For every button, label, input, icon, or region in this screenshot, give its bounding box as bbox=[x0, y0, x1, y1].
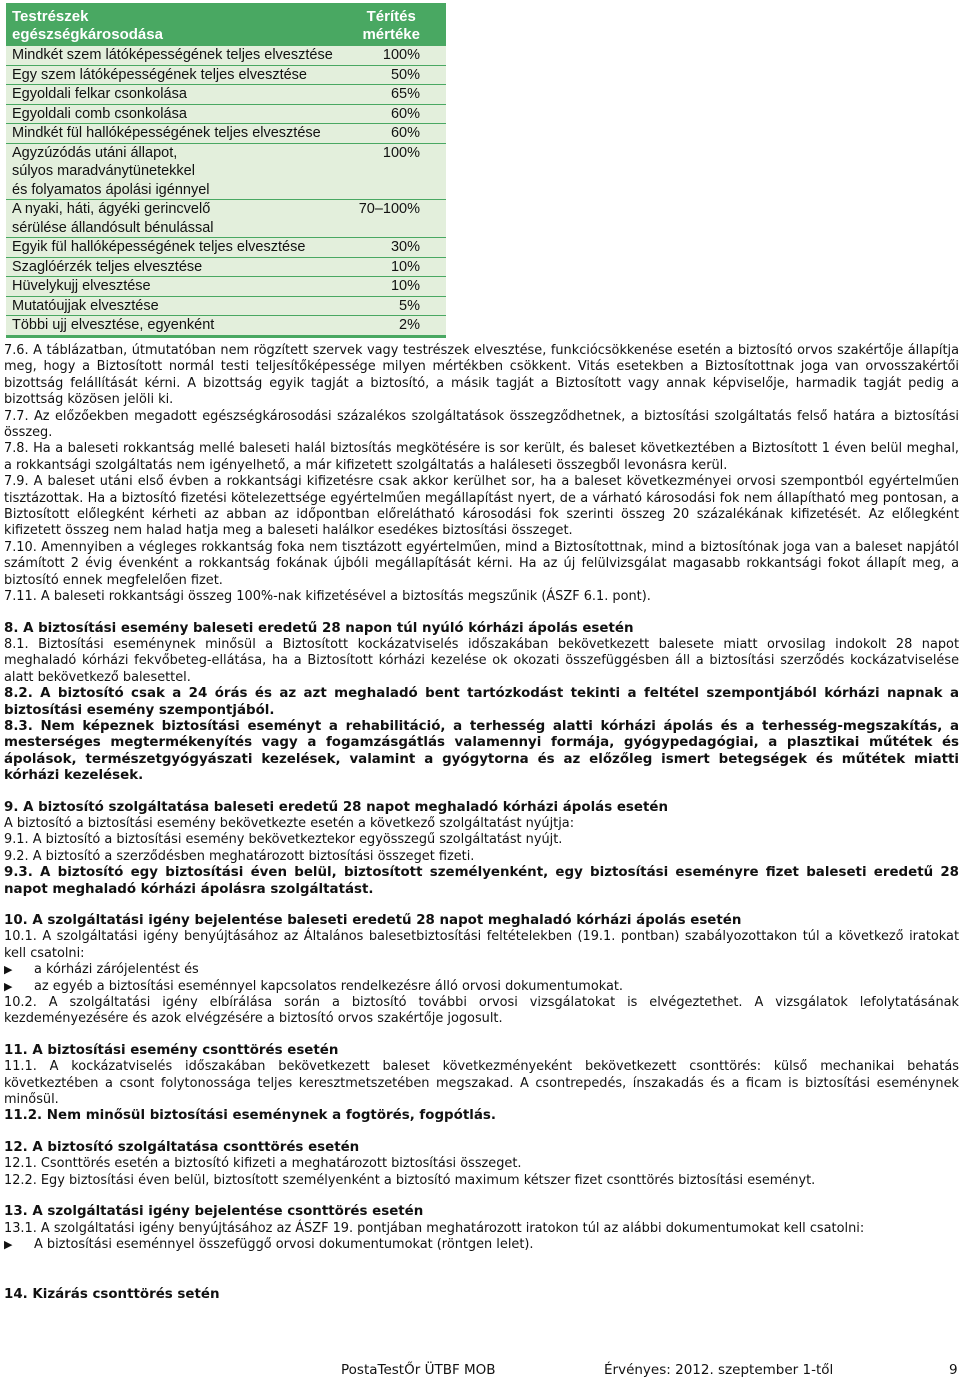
header-body-parts bbox=[12, 8, 163, 44]
row-label bbox=[6, 297, 446, 316]
table-row bbox=[6, 144, 446, 201]
section-heading-13: 13. A szolgáltatási igény bejelentése csonttörés esetén bbox=[4, 1204, 424, 1220]
bullet-text: A biztosítási eseménnyel összefüggő orvosi dokumentumokat (röntgen lelet). bbox=[34, 1236, 534, 1252]
bullet-item bbox=[4, 1237, 959, 1253]
paragraph-7-8: 7.8. Ha a baleseti rokkantság mellé baleseti halál biztosítás megkötésére is sor került, és baleset következtében a Biztosított 1 éven belül meghal, a rokkantsági szolgáltatás nem igényelhető, a már kifizetett szolgáltatás a haláleseti összegből levonásra kerül. bbox=[4, 441, 959, 473]
table-row bbox=[6, 297, 446, 317]
paragraph-7-7: 7.7. Az előzőekben megadott egészségkárosodási százalékos szolgáltatások összegződhetnek, a biztosítási szolgáltatás felső határa a biztosítási összeg. bbox=[4, 408, 959, 441]
paragraph-8-1: 8.1. Biztosítási eseménynek minősül a Biztosított kockázatviselés időszakában bekövetkezett balesete miatt orvosilag indokolt 28 napot meghaladó kórházi fekvőbeteg-ellátása, ha a Biztosított kórházi kezelése ok okozati összefüggésben áll a biztosítási szerződés kockázatviselése alatt bekövetkező balesettel. bbox=[4, 636, 959, 685]
table-row bbox=[6, 105, 446, 125]
row-label bbox=[6, 46, 446, 65]
table-body bbox=[6, 46, 446, 336]
row-label bbox=[6, 316, 446, 335]
paragraph-9-3: 9.3. A biztosító egy biztosítási éven belül, biztosított személyenként, egy biztosítási eseményre fizet baleseti eredetű 28 napot meghaladó kórházi ápolásra szolgáltatást. bbox=[4, 865, 959, 897]
row-percentage: 60% bbox=[390, 125, 420, 141]
row-label-line: Mindkét fül hallóképességének teljes elvesztése bbox=[12, 125, 321, 141]
paragraph-7-6: 7.6. A táblázatban, útmutatóban nem rögzített szervek vagy testrészek elvesztése, funkciócsökkenése esetén a biztosító orvos szakértője állapítja meg, hogy a Biztosított normál testi teljesítőképessége milyen mértékben csökkent. Vitás esetekben a Biztosítottnak joga van orvosszakértői bizottság felállítását kérni. A bizottság egyik tagját a biztosító, a másik tagját a Biztosított vagy annak képviselője, harmadik tagját pedig a bizottság közösen jelöli ki. bbox=[4, 343, 959, 408]
bullet-item bbox=[4, 979, 959, 995]
row-percentage: 65% bbox=[390, 86, 420, 102]
table-row bbox=[6, 277, 446, 297]
row-label bbox=[6, 66, 446, 85]
paragraph-11-2: 11.2. Nem minősül biztosítási eseménynek a fogtörés, fogpótlás. bbox=[4, 1108, 496, 1124]
paragraph-10-2: 10.2. A szolgáltatási igény elbírálása során a biztosító további orvosi vizsgálatokat is elvégeztethet. A vizsgálatok lefolytatásának kezdeményezésére és azok elvégzésére a biztosító orvos szakértője jogosult. bbox=[4, 995, 959, 1027]
header-left-line-2: egészségkárosodása bbox=[12, 26, 163, 43]
row-label-line: Szaglóérzék teljes elvesztése bbox=[12, 258, 203, 275]
bullet-text: az egyéb a biztosítási eseménnyel kapcsolatos rendelkezésre álló orvosi dokumentumokat. bbox=[34, 978, 623, 994]
footer-product: PostaTestŐr ÜTBF MOB bbox=[341, 1362, 496, 1378]
header-compensation bbox=[362, 8, 420, 44]
row-label-line: Egyik fül hallóképességének teljes elvesztése bbox=[12, 239, 306, 255]
header-left-line-1: Testrészek bbox=[12, 8, 89, 25]
row-label-line: Mindkét szem látóképességének teljes elvesztése bbox=[12, 47, 333, 63]
row-percentage: 100% bbox=[382, 47, 420, 63]
table-row bbox=[6, 238, 446, 258]
paragraph-8-2: 8.2. A biztosító csak a 24 órás és az azt meghaladó bent tartózkodást tekinti a feltétel szempontjából kórházi napnak a biztosítási esemény szempontjából. bbox=[4, 686, 959, 718]
row-label bbox=[6, 238, 446, 257]
footer-validity: Érvényes: 2012. szeptember 1-től bbox=[604, 1362, 834, 1378]
row-label-line: Egyoldali felkar csonkolása bbox=[12, 86, 187, 102]
bullet-item bbox=[4, 962, 959, 978]
document-body bbox=[4, 343, 959, 1304]
table-row bbox=[6, 200, 446, 238]
row-label-line: Mutatóujjak elvesztése bbox=[12, 297, 159, 314]
table-row bbox=[6, 316, 446, 336]
row-percentage: 70–100% bbox=[358, 201, 420, 217]
row-label bbox=[6, 124, 446, 143]
section-heading-11: 11. A biztosítási esemény csonttörés esetén bbox=[4, 1042, 339, 1058]
row-percentage: 100% bbox=[382, 144, 420, 161]
row-label bbox=[6, 85, 446, 104]
row-percentage: 60% bbox=[390, 105, 420, 122]
bullet-text: a kórházi zárójelentést és bbox=[34, 962, 199, 978]
paragraph-9-1: 9.1. A biztosító a biztosítási esemény bekövetkeztekor egyösszegű szolgáltatást nyújt. bbox=[4, 832, 563, 848]
row-percentage: 2% bbox=[399, 317, 420, 333]
section-heading-14: 14. Kizárás csonttörés setén bbox=[4, 1287, 220, 1303]
paragraph-11-1: 11.1. A kockázatviselés időszakában bekövetkezett baleset következményeként bekövetkezett csonttörés: külső mechanikai behatás következtében a csont folytonossága teljes keresztmetszetében megszakad. A csontrepedés, ínszakadás és a ficam is biztosítási eseménynek minősül. bbox=[4, 1059, 959, 1108]
table-row bbox=[6, 66, 446, 86]
paragraph-12-2: 12.2. Egy biztosítási éven belül, biztosított személyenként a biztosító maximum kétszer fizet csonttörés biztosítási eseményt. bbox=[4, 1172, 816, 1188]
row-label bbox=[6, 277, 446, 296]
row-label-line: Egyoldali comb csonkolása bbox=[12, 105, 187, 122]
row-label-line: Hüvelykujj elvesztése bbox=[12, 278, 151, 294]
row-label bbox=[6, 258, 446, 277]
paragraph-7-11: 7.11. A baleseti rokkantsági összeg 100%-nak kifizetésével a biztosítás megszűnik (ÁSZF 6.1. pont). bbox=[4, 589, 651, 605]
section-heading-12: 12. A biztosító szolgáltatása csonttörés esetén bbox=[4, 1139, 360, 1155]
paragraph-12-1: 12.1. Csonttörés esetén a biztosító kifizeti a meghatározott biztosítási összeget. bbox=[4, 1156, 522, 1172]
row-label-line: Agyzúzódás utáni állapot, bbox=[12, 144, 178, 161]
paragraph-7-10: 7.10. Amennyiben a végleges rokkantság foka nem tisztázott egyértelműen, mind a Biztosítottnak, mind a biztosítónak joga van a baleset napjától számított 2 évig évenként a rokkantság fokának újbóli megállapítását kérni. Ha az új felülvizsgálat magasabb rokkantsági fokot állapít meg, a biztosító ennek megfelelően fizet. bbox=[4, 539, 959, 588]
header-right-line-1: Térítés bbox=[366, 8, 416, 25]
row-label bbox=[6, 144, 446, 200]
row-percentage: 5% bbox=[399, 297, 420, 314]
table-header bbox=[6, 3, 446, 46]
section-heading-9: 9. A biztosító szolgáltatása baleseti eredetű 28 napot meghaladó kórházi ápolás esetén bbox=[4, 799, 668, 815]
triangle-bullet-icon: ▶ bbox=[4, 979, 13, 993]
page-footer bbox=[0, 1362, 960, 1380]
injury-compensation-table bbox=[6, 3, 446, 338]
row-percentage: 50% bbox=[390, 66, 420, 83]
paragraph-9-2: 9.2. A biztosító a szerződésben meghatározott biztosítási összeget fizeti. bbox=[4, 848, 475, 864]
table-row bbox=[6, 258, 446, 278]
section-heading-8: 8. A biztosítási esemény baleseti eredetű 28 napon túl nyúló kórházi ápolás esetén bbox=[4, 620, 634, 636]
section-heading-10: 10. A szolgáltatási igény bejelentése baleseti eredetű 28 napot meghaladó kórházi ápolás esetén bbox=[4, 913, 742, 928]
paragraph-9-0: A biztosító a biztosítási esemény bekövetkezte esetén a következő szolgáltatást nyújtja: bbox=[4, 815, 575, 831]
row-label bbox=[6, 105, 446, 124]
table-row bbox=[6, 124, 446, 144]
row-label-line: A nyaki, háti, ágyéki gerincvelő bbox=[12, 201, 211, 217]
row-label-line: Egy szem látóképességének teljes elvesztése bbox=[12, 66, 307, 83]
row-label-line: és folyamatos ápolási igénnyel bbox=[12, 181, 210, 198]
paragraph-13-1: 13.1. A szolgáltatási igény benyújtásához az ÁSZF 19. pontjában meghatározott iratokon túl az alábbi dokumentumokat kell csatolni: bbox=[4, 1220, 865, 1236]
header-right-line-2: mértéke bbox=[362, 26, 420, 43]
paragraph-7-9: 7.9. A baleset utáni első évben a rokkantsági kifizetésre csak akkor kerülhet sor, ha a baleset következményei orvosi szempontból egyértelműen tisztázottak. Ha a biztosító fizetési kötelezettsége egyértelműen megállapítást nyert, de a várható károsodási fok nem állapítható meg pontosan, a Biztosított előlegként kérheti az abban az időpontban előrelátható károsodási fok szerinti összeg 20 százalékának kifizetését. Az előlegként kifizetett összeg nem halad hatja meg a baleseti halálkor esedékes biztosítási összeget. bbox=[4, 474, 959, 539]
page-number: 9 bbox=[949, 1362, 958, 1378]
row-label-line: súlyos maradványtünetekkel bbox=[12, 163, 195, 179]
row-label-line: sérülése állandósult bénulással bbox=[12, 219, 214, 236]
row-label-line: Többi ujj elvesztése, egyenként bbox=[12, 317, 215, 333]
paragraph-8-3: 8.3. Nem képeznek biztosítási eseményt a rehabilitáció, a terhesség alatti kórházi ápolás és a terhesség-megszakítás, a mesterséges megtermékenyítés vagy a fogamzásgátlás valamennyi formája, gyógypedagógiai, a plasztikai műtétek és ápolások, természetgyógyászati kezelések, valamint a gyógytorna és az előzőleg ismert betegségek és műtétek miatti kórházi kezelések. bbox=[4, 718, 959, 784]
triangle-bullet-icon: ▶ bbox=[4, 963, 13, 977]
triangle-bullet-icon: ▶ bbox=[4, 1237, 13, 1251]
row-percentage: 10% bbox=[390, 258, 420, 275]
row-percentage: 30% bbox=[390, 239, 420, 255]
table-row bbox=[6, 85, 446, 105]
table-row bbox=[6, 46, 446, 66]
row-percentage: 10% bbox=[390, 278, 420, 294]
paragraph-10-1: 10.1. A szolgáltatási igény benyújtásához az Általános balesetbiztosítási feltételekben (19.1. pontban) szabályozottakon túl a következő iratokat kell csatolni: bbox=[4, 929, 959, 961]
